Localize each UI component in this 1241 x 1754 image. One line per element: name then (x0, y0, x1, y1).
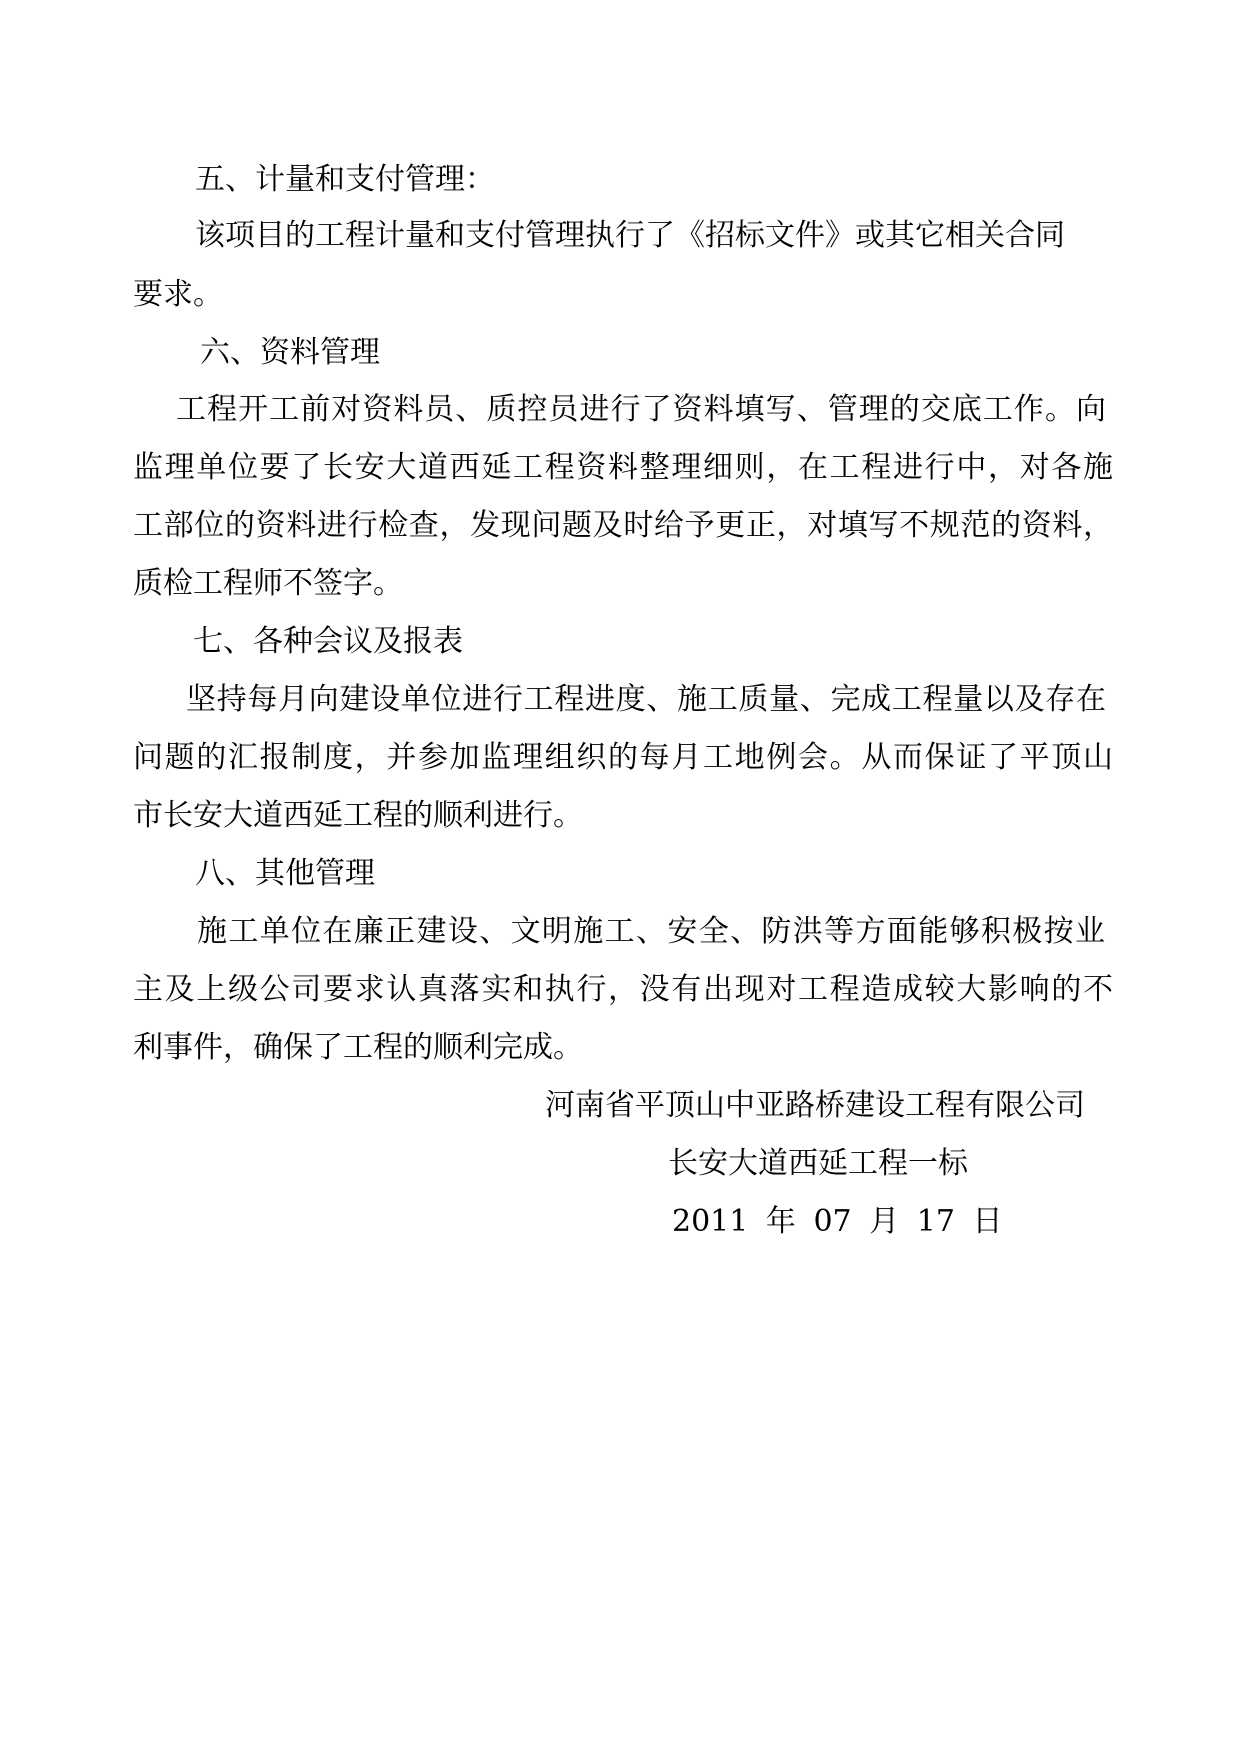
section-7-line-2: 问题的汇报制度，并参加监理组织的每月工地例会。从而保证了平顶山 (133, 740, 1113, 775)
section-8-line-1: 施工单位在廉正建设、文明施工、安全、防洪等方面能够积极按业 (197, 914, 1105, 949)
date-day: 17 (916, 1204, 955, 1239)
section-8-heading: 八、其他管理 (195, 856, 375, 891)
signature-date (672, 1202, 1002, 1242)
section-7-heading: 七、各种会议及报表 (193, 624, 463, 659)
section-6-line-1: 工程开工前对资料员、质控员进行了资料填写、管理的交底工作。向 (176, 392, 1106, 427)
section-5-heading: 五、计量和支付管理： (195, 162, 495, 197)
section-6-line-2: 监理单位要了长安大道西延工程资料整理细则，在工程进行中，对各施 (133, 450, 1113, 485)
section-5-line-2: 要求。 (133, 277, 223, 312)
signature-company: 河南省平顶山中亚路桥建设工程有限公司 (545, 1088, 1085, 1123)
date-day-char: 日 (972, 1204, 1003, 1239)
section-6-line-4: 质检工程师不签字。 (133, 566, 403, 601)
date-month: 07 (813, 1204, 852, 1239)
section-7-line-1: 坚持每月向建设单位进行工程进度、施工质量、完成工程量以及存在 (186, 682, 1106, 717)
section-6-line-3: 工部位的资料进行检查，发现问题及时给予更正，对填写不规范的资料， (133, 508, 1113, 543)
date-year-char: 年 (765, 1204, 796, 1239)
section-6-heading: 六、资料管理 (200, 335, 380, 370)
date-year: 2011 (672, 1204, 749, 1239)
section-5-line-1: 该项目的工程计量和支付管理执行了《招标文件》或其它相关合同 (195, 218, 1065, 253)
section-7-line-3: 市长安大道西延工程的顺利进行。 (133, 798, 583, 833)
signature-project: 长安大道西延工程一标 (668, 1146, 968, 1181)
section-8-line-2: 主及上级公司要求认真落实和执行，没有出现对工程造成较大影响的不 (133, 972, 1113, 1007)
date-month-char: 月 (869, 1204, 900, 1239)
section-8-line-3: 利事件，确保了工程的顺利完成。 (133, 1030, 583, 1065)
